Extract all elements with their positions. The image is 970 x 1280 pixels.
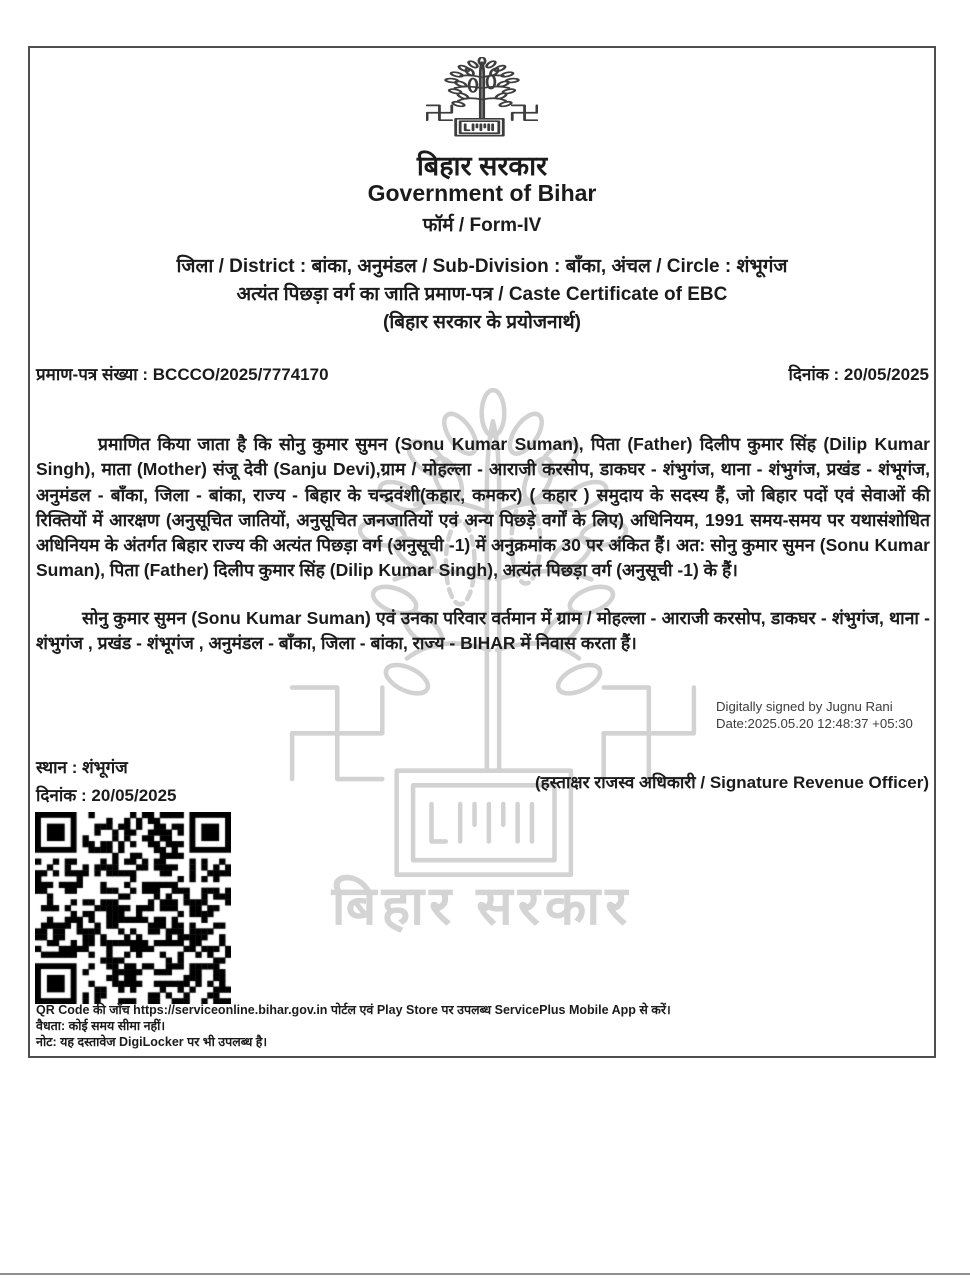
certificate-heading <box>30 253 934 337</box>
bihar-emblem-logo-icon <box>426 57 538 141</box>
certificate-border <box>28 46 936 1058</box>
form-number-line: फॉर्म / Form-IV <box>422 215 542 236</box>
digital-signature-date: Date:2025.05.20 12:48:37 +05:30 <box>716 716 913 731</box>
government-title-english: Government of Bihar <box>367 180 597 206</box>
certificate-meta-row <box>36 362 929 385</box>
district-subdivision-circle-line: जिला / District : बांका, अनुमंडल / Sub-Division : बाँका, अंचल / Circle : शंभूगंज <box>176 256 788 277</box>
qr-code <box>35 812 231 1004</box>
digital-signature-stamp <box>716 698 952 732</box>
validity-note: वैधता: कोई समय सीमा नहीं। <box>36 1019 166 1033</box>
watermark-text: बिहार सरकार <box>331 876 633 936</box>
purpose-line: (बिहार सरकार के प्रयोजनार्थ) <box>383 312 581 333</box>
government-title-hindi: बिहार सरकार <box>416 151 548 181</box>
digilocker-note: नोट: यह दस्तावेज DigiLocker पर भी उपलब्ध है। <box>36 1035 268 1049</box>
certificate-body-paragraph-2: सोनु कुमार सुमन (Sonu Kumar Suman) एवं उनका परिवार वर्तमान में ग्राम / मोहल्ला - आराजी करसोप, डाकघर - शंभुगंज, थाना - शंभुगंज , प्रखंड - शंभूगंज , अनुमंडल - बाँका, जिला - बांका, राज्य - BIHAR में निवास करता हैं। <box>36 608 930 654</box>
page-scan-edge <box>0 1273 970 1275</box>
digital-signature-signer: Digitally signed by Jugnu Rani <box>716 699 893 714</box>
qr-verification-note: QR Code की जाँच https://serviceonline.bihar.gov.in पोर्टल एवं Play Store पर उपलब्ध ServicePlus Mobile App से करें। <box>36 1003 671 1017</box>
footer-notes <box>36 1002 928 1050</box>
certificate-body-paragraph-1: प्रमाणित किया जाता है कि सोनु कुमार सुमन (Sonu Kumar Suman), पिता (Father) दिलीप कुमार सिंह (Dilip Kumar Singh), माता (Mother) संजू देवी (Sanju Devi),ग्राम / मोहल्ला - आराजी करसोप, डाकघर - शंभुगंज, थाना - शंभुगंज, प्रखंड - शंभूगंज, अनुमंडल - बाँका, जिला - बांका, राज्य - बिहार के चन्द्रवंशी(कहार, कमकर) ( कहार ) समुदाय के सदस्य हैं, जो बिहार पदों एवं सेवाओं की रिक्तियों में आरक्षण (अनुसूचित जातियों, अनुसूचित जनजातियों एवं अन्य पिछड़े वर्गों के लिए) अधिनियम, 1991 समय-समय पर यथासंशोधित अधिनियम के अंतर्गत बिहार राज्य की अत्यंत पिछड़ा वर्ग (अनुसूची -1) में अनुक्रमांक 30 पर अंकित हैं। अत: सोनु कुमार सुमन (Sonu Kumar Suman), पिता (Father) दिलीप कुमार सिंह (Dilip Kumar Singh), अत्यंत पिछड़ा वर्ग (अनुसूची -1) के हैं। <box>36 434 930 581</box>
certificate-title-line: अत्यंत पिछड़ा वर्ग का जाति प्रमाण-पत्र / Caste Certificate of EBC <box>236 284 728 305</box>
place-line: स्थान : शंभूगंज <box>36 758 128 777</box>
place-date-block <box>36 754 177 810</box>
revenue-officer-signature-label: (हस्ताक्षर राजस्व अधिकारी / Signature Revenue Officer) <box>534 773 929 792</box>
date-line: दिनांक : 20/05/2025 <box>36 786 177 805</box>
issue-date: दिनांक : 20/05/2025 <box>788 365 929 384</box>
certificate-number: प्रमाण-पत्र संख्या : BCCCO/2025/7774170 <box>36 365 329 384</box>
